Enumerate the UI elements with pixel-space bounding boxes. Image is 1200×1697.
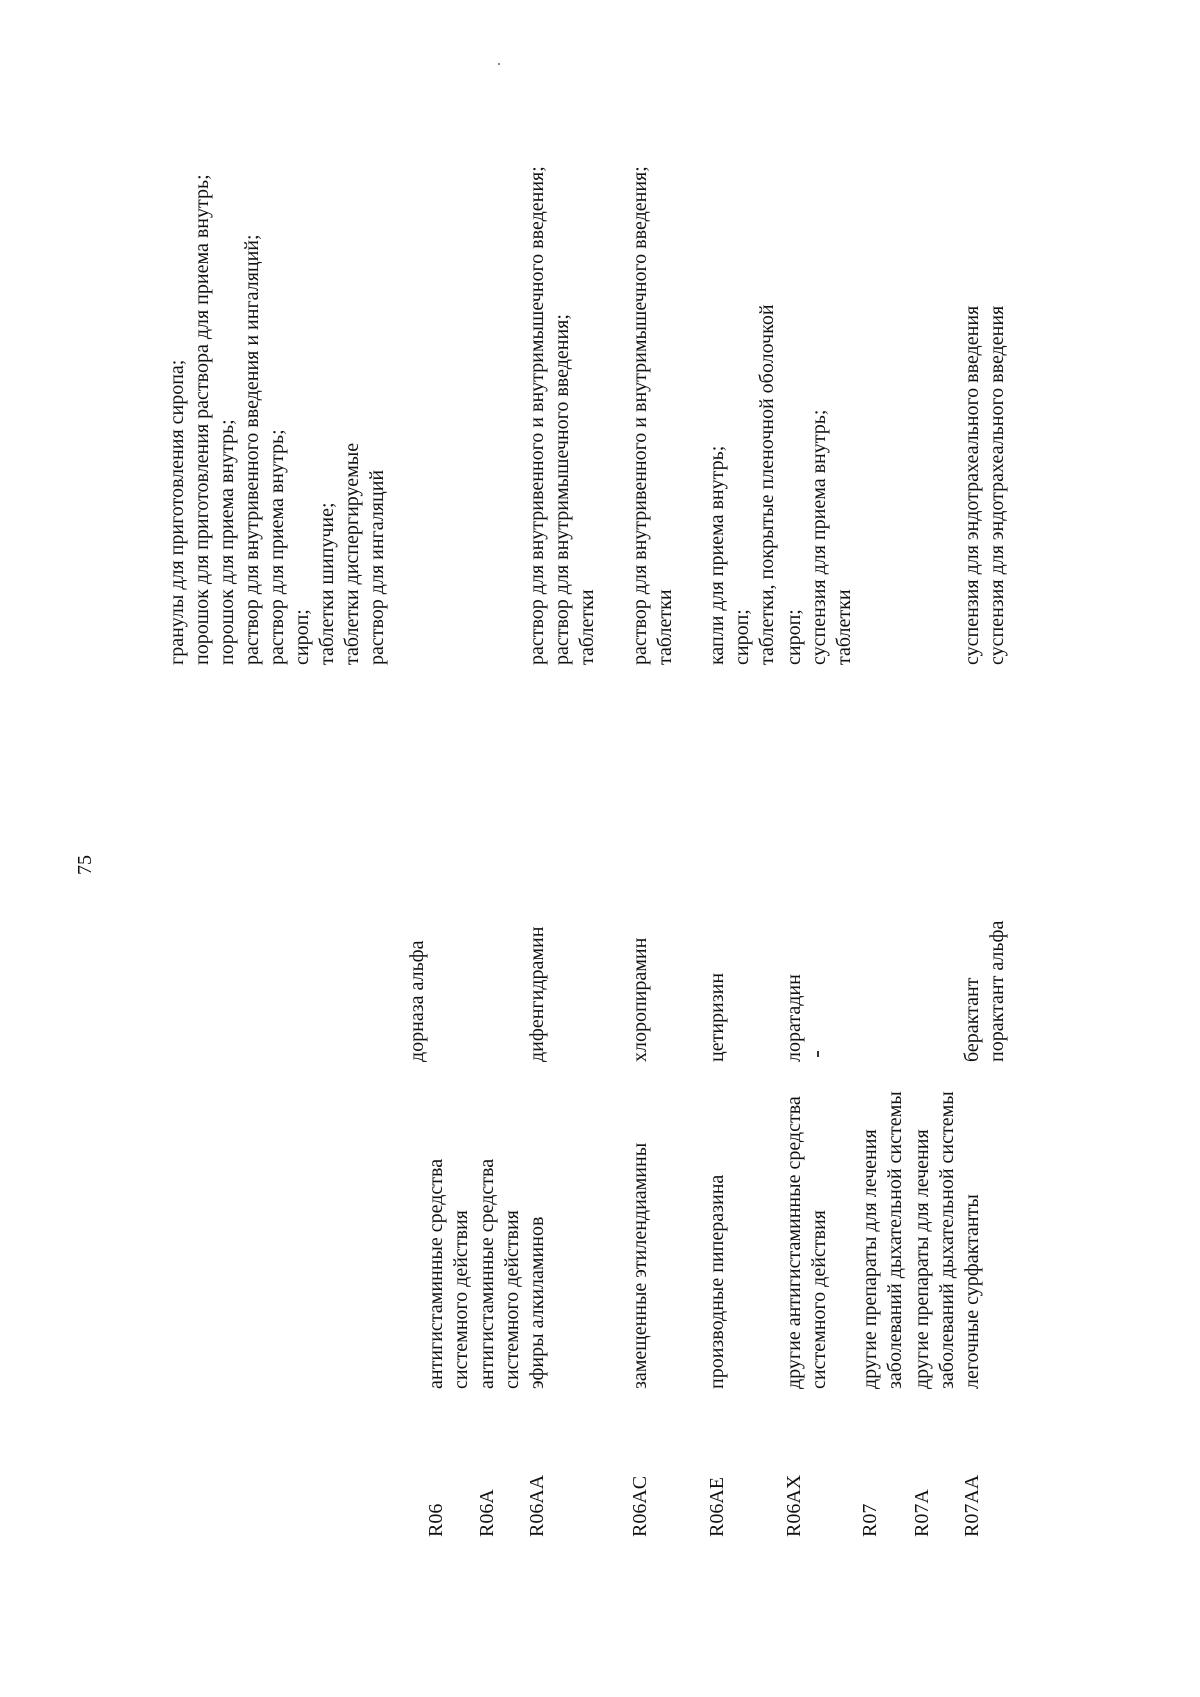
atc-code: R06 (425, 1503, 447, 1537)
pharmacological-group: эфиры алкиламинов (526, 1216, 548, 1389)
dosage-forms: раствор для внутривенного и внутримышечного введения; таблетки (629, 166, 676, 665)
scan-artifact (498, 63, 500, 65)
atc-code: R06A (476, 1489, 498, 1537)
drug-name: дифенгидрамин (526, 926, 548, 1062)
drug-name: хлоропирамин (629, 937, 651, 1062)
atc-code: R07 (859, 1503, 881, 1537)
atc-code: R06AX (783, 1474, 805, 1537)
scan-artifact (817, 1051, 819, 1057)
atc-code: R06AC (629, 1475, 651, 1537)
dosage-forms: капли для приема внутрь; сироп; таблетки, покрытые пленочной оболочкой (706, 304, 778, 665)
dosage-forms: сироп; суспензия для приема внутрь; таблетки (783, 409, 855, 665)
drug-name: лоратадин (783, 974, 805, 1062)
pharmacological-group: антигистаминные средства системного действия (425, 1158, 472, 1389)
atc-code: R07A (911, 1489, 933, 1537)
dosage-forms: суспензия для эндотрахеального введения суспензия для эндотрахеального введения (961, 305, 1008, 665)
pharmacological-group: производные пиперазина (706, 1174, 728, 1389)
pharmacological-group: другие антигистаминные средства системного действия (783, 1096, 830, 1389)
page-number: 75 (74, 855, 96, 875)
pharmacological-group: легочные сурфактанты (961, 1194, 983, 1389)
pharmacological-group: другие препараты для лечения заболеваний дыхательной системы (911, 1091, 958, 1389)
atc-code: R06AE (706, 1477, 728, 1537)
pharmacological-group: замещенные этилендиамины (629, 1142, 651, 1389)
pharmacological-group: антигистаминные средства системного действия (476, 1158, 523, 1389)
drug-name: берактант порактант альфа (961, 920, 1008, 1062)
drug-name: цетиризин (706, 972, 728, 1062)
pharmacological-group: другие препараты для лечения заболеваний дыхательной системы (859, 1091, 906, 1389)
dosage-forms: гранулы для приготовления сиропа; порошок для приготовления раствора для приема внутрь; порошок для приема внутрь; раствор для внутривенного введения и ингаляций; раствор для приема внутрь; сироп; таблетки шипучие; таблетки диспергируемые раствор для ингаляций (166, 174, 388, 665)
atc-code: R07AA (961, 1474, 983, 1537)
drug-name: дорназа альфа (406, 940, 428, 1062)
dosage-forms: раствор для внутривенного и внутримышечного введения; раствор для внутримышечного введения; таблетки (526, 166, 598, 665)
atc-code: R06AA (526, 1474, 548, 1537)
